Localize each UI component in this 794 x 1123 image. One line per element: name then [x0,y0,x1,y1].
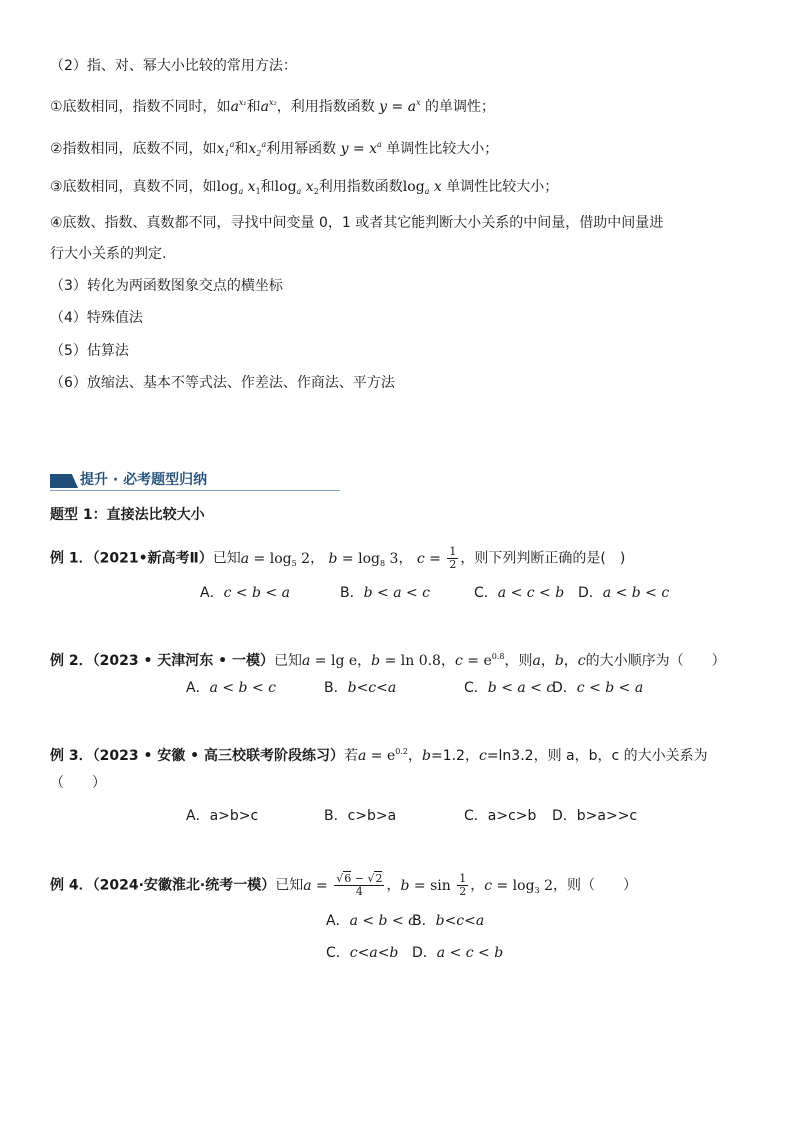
ex4-option-d[interactable]: D．a < c < b [412,945,504,961]
method-4-special: （4）特殊值法 [50,310,143,326]
method-1-text-d: 的单调性； [425,99,496,115]
method-2 [50,135,498,164]
method-1-text-a: ①底数相同，指数不同时，如 [50,99,231,115]
ex4-option-c[interactable]: C．c<a<b [326,945,399,961]
ex2-tail: 的大小顺序为（ ） [585,653,726,669]
ex4-options-row2 [326,943,503,963]
math-y-ax: $y = a^x$ [374,98,421,115]
ex3-math-c: c [478,748,487,764]
method-4-line-1: ④底数、指数、真数都不同，寻找中间变量 0，1 或者其它能判断大小关系的中间量，借助中间量进 [50,215,664,231]
ex2-stem: 例 2．（2023 • 天津河东 • 一模）已知a = lg e，b = ln 0.8，$c = e^{0.8}$，则a，b，c的大小顺序为（ ） [50,652,726,669]
math-x1-a: $x_1^a$ [216,140,235,158]
math-y-xa: $y = x^a$ [336,140,382,157]
math-log-x: $\log_a x$ [402,179,442,196]
method-2-text-c: 利用幂函数 [266,141,337,157]
ex3-pre: 若 [343,748,358,764]
ex3-math-a: $a = e^{0.2}$ [357,747,408,764]
ex2-label: 例 2．（2023 • 天津河东 • 一模） [50,653,274,669]
ex2-option-b[interactable]: B．b<c<a [324,680,397,696]
ex3-paren: （ ） [50,775,106,791]
ex1-option-b[interactable]: B．b < a < c [340,585,431,601]
method-intro: （2）指、对、幂大小比较的常用方法： [50,58,297,74]
method-3-text-c: 利用指数函数 [318,179,403,195]
ex2-option-d[interactable]: D．c < b < a [552,680,644,696]
ex3-question: ，则 a，b，c 的大小关系为 [533,748,708,764]
ex1-option-a[interactable]: A．c < b < a [200,585,290,601]
ex4-math-b: b = sin $\frac{1}{2}$ [400,872,467,898]
method-3-text-d: 单调性比较大小； [446,179,559,195]
ex2-math-b: b = ln 0.8 [371,653,441,669]
ex3-options [186,806,637,826]
ex1-math-c: c = $\frac{1}{2}$ [416,545,457,571]
ex2-pre: 已知 [273,653,302,669]
method-3-text-a: ③底数相同，真数不同，如 [50,179,217,195]
ex1-question: ，则下列判断正确的是( ) [460,550,626,567]
method-2-text-d: 单调性比较大小； [386,141,499,157]
ex3-option-a[interactable]: A．a>b>c [186,808,259,824]
method-5-estimate: （5）估算法 [50,343,129,359]
ex3-label: 例 3．（2023 • 安徽 • 高三校联考阶段练习） [50,748,344,764]
ex1-options [200,583,669,603]
ex2-options [186,678,643,698]
method-2-text-a: ②指数相同，底数不同，如 [50,141,217,157]
math-a-x1: $a^{x_1}$ [230,98,247,115]
method-1 [50,93,495,117]
ex4-stem: 例 4．（2024·安徽淮北·统考一模）已知a = $\frac{√6 - √2}{4}$ ，b = sin $\frac{1}{2}$ ，$c = \log_3 2$，则（ ） [50,872,637,898]
ex3-option-b[interactable]: B．c>b>a [324,808,397,824]
section-bar-icon [50,474,78,488]
ex2-mid: ，则 [504,653,533,669]
ex2-option-a[interactable]: A．a < b < c [186,680,276,696]
method-6-scaling: （6）放缩法、基本不等式法、作差法、作商法、平方法 [50,375,395,391]
ex1-math-b: $b = \log_8 3$ [328,550,399,568]
ex1-option-d[interactable]: D．a < b < c [578,585,670,601]
ex3-option-d[interactable]: D．b>a>>c [552,808,638,824]
method-3-transform: （3）转化为两函数图象交点的横坐标 [50,278,283,294]
method-4-line-2: 行大小关系的判定. [50,246,167,262]
math-log-x1: $\log_a x_1$ [216,179,261,196]
ex4-option-a[interactable]: A．a < b < c [326,913,416,929]
math-a-x2: $a^{x_2}$ [260,98,277,115]
ex4-option-b[interactable]: B．b<c<a [412,913,485,929]
ex4-question: ，则（ ） [553,877,637,894]
section-rule [50,490,340,491]
ex4-label: 例 4．（2024·安徽淮北·统考一模） [50,877,276,894]
ex3-math-b: b [422,748,431,764]
method-2-text-b: 和 [234,141,249,157]
type1-title: 题型 1：直接法比较大小 [50,507,205,523]
math-x2-a: $x_2^a$ [248,140,267,158]
method-1-text-c: ，利用指数函数 [276,99,375,115]
ex3-option-c[interactable]: C．a>c>b [464,808,537,824]
ex2-math-c: $c = e^{0.8}$ [454,652,505,669]
section-title: 提升 · 必考题型归纳 [80,472,208,488]
ex4-options-row1 [326,911,484,931]
ex1-option-c[interactable]: C．a < c < b [474,585,565,601]
ex1-math-a: $a = \log_5 2$ [240,550,311,568]
math-log-x2: $\log_a x_2$ [274,179,319,196]
ex3-stem: 例 3．（2023 • 安徽 • 高三校联考阶段练习）若$a = e^{0.2}$，b=1.2，c=ln3.2，则 a，b，c 的大小关系为 [50,747,708,764]
ex4-math-a: a = $\frac{√6 - √2}{4}$ [303,872,383,898]
method-3 [50,177,558,202]
section-header [50,470,340,492]
ex1-pre: 已知 [212,550,241,567]
method-3-text-b: 和 [260,179,275,195]
method-1-text-b: 和 [246,99,261,115]
ex1-stem: 例 1．（2021•新高考Ⅱ）已知$a = \log_5 2$， $b = \log_8 3$， c = $\frac{1}{2}$ ，则下列判断正确的是( ) [50,545,626,571]
ex2-math-a: a = lg e [301,653,358,669]
ex4-pre: 已知 [275,877,304,894]
ex4-math-c: $c = \log_3 2$ [484,877,553,895]
ex1-label: 例 1．（2021•新高考Ⅱ） [50,550,213,567]
ex2-vars: a [532,653,541,669]
ex2-option-c[interactable]: C．b < a < c [464,680,555,696]
